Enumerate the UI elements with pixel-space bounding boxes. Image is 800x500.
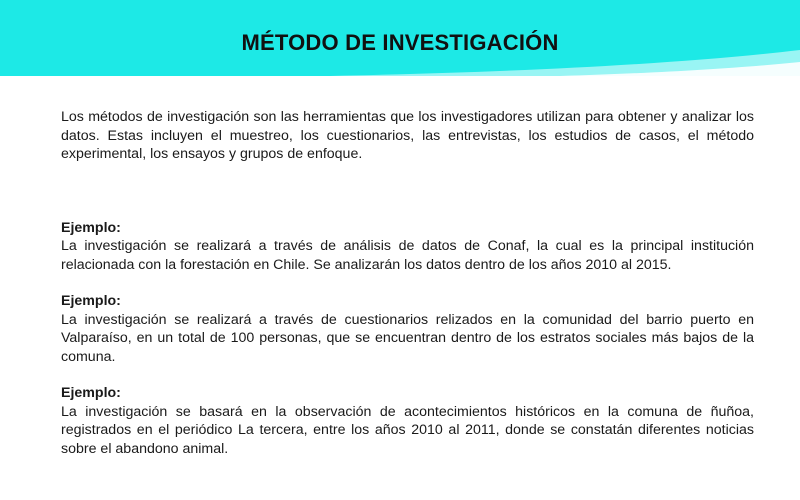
header-banner: [0, 0, 800, 76]
example-block-2: [61, 292, 754, 366]
example-block-1: [61, 219, 754, 275]
example-text: La investigación se realizará a través de cuestionarios relizados en la comunidad del barrio puerto en Valparaíso, en un total de 100 personas, que se encuentran dentro de los estratos sociales más bajos de la comuna.: [61, 311, 754, 365]
example-text: La investigación se basará en la observación de acontecimientos históricos en la comuna de ñuñoa, registrados en el periódico La tercera, entre los años 2010 al 2011, donde se constatán diferentes noticias sobre el abandono animal.: [61, 403, 754, 457]
intro-paragraph: Los métodos de investigación son las herramientas que los investigadores utilizan para obtener y analizar los datos. Estas incluyen el muestreo, los cuestionarios, las entrevistas, los estudios de casos, el método experimental, los ensayos y grupos de enfoque.: [61, 109, 754, 162]
example-label: Ejemplo:: [61, 293, 121, 309]
content-body: [61, 108, 754, 476]
page-title: MÉTODO DE INVESTIGACIÓN: [241, 30, 559, 55]
example-text: La investigación se realizará a través de análisis de datos de Conaf, la cual es la principal institución relacionada con la forestación en Chile. Se analizarán los datos dentro de los años 2010 al 2015.: [61, 238, 754, 273]
example-label: Ejemplo:: [61, 385, 121, 401]
example-block-3: [61, 384, 754, 458]
example-label: Ejemplo:: [61, 219, 121, 236]
